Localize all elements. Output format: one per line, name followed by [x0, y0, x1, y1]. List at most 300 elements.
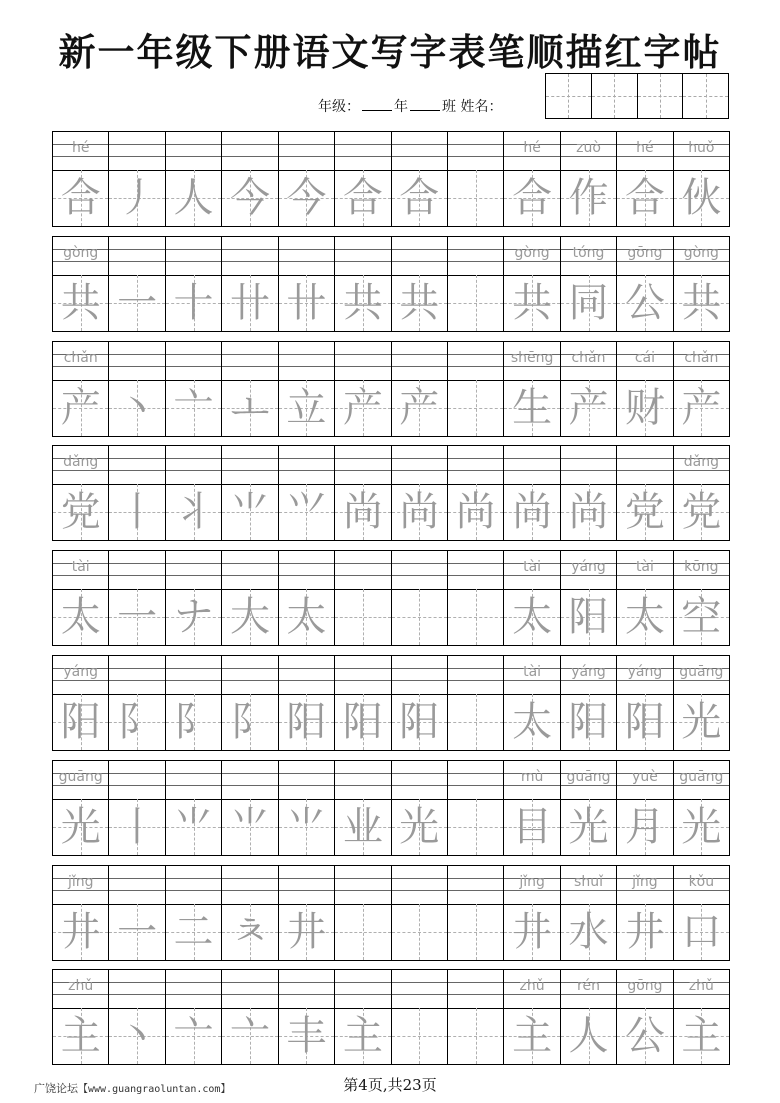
- pinyin-lines: [561, 551, 616, 590]
- practice-cell[interactable]: [166, 132, 222, 226]
- pinyin-lines: [53, 446, 108, 485]
- pinyin-lines: [448, 446, 503, 485]
- practice-cell[interactable]: [674, 446, 729, 540]
- pinyin-lines: [53, 551, 108, 590]
- tian-grid: [561, 589, 616, 645]
- practice-cell[interactable]: [53, 866, 109, 960]
- pinyin-text: mù: [520, 768, 544, 785]
- pinyin-lines: [53, 656, 108, 695]
- practice-cell[interactable]: [561, 446, 617, 540]
- trace-character: 丬: [173, 489, 214, 536]
- trace-character: 井: [60, 908, 101, 955]
- practice-cell[interactable]: [561, 866, 617, 960]
- tian-grid: [504, 1008, 559, 1064]
- practice-cell[interactable]: [279, 132, 335, 226]
- trace-character: ⺍: [286, 489, 327, 536]
- practice-cell[interactable]: [674, 761, 729, 855]
- pinyin-lines: [335, 132, 390, 171]
- tian-grid: [109, 799, 164, 855]
- pinyin-lines: [166, 970, 221, 1009]
- practice-row: [52, 341, 730, 437]
- pinyin-text: jǐng: [67, 873, 94, 890]
- tian-grid: [166, 589, 221, 645]
- pinyin-text: jǐng: [632, 873, 658, 890]
- tian-grid: [335, 589, 390, 645]
- trace-character: 亠: [173, 1013, 214, 1060]
- tian-grid: [279, 1008, 334, 1064]
- tian-grid: [109, 275, 164, 331]
- practice-cell[interactable]: [561, 132, 617, 226]
- pinyin-lines: [561, 132, 616, 171]
- practice-cell[interactable]: [166, 656, 222, 750]
- practice-cell[interactable]: [166, 970, 222, 1064]
- practice-cell[interactable]: [53, 237, 109, 331]
- tian-grid: [504, 275, 559, 331]
- practice-cell[interactable]: [504, 761, 560, 855]
- practice-cell[interactable]: [674, 866, 729, 960]
- practice-cell[interactable]: [279, 970, 335, 1064]
- name-label: 姓名：: [460, 99, 503, 115]
- tian-grid: [335, 170, 390, 226]
- practice-cell[interactable]: [617, 446, 673, 540]
- practice-cell[interactable]: [109, 237, 165, 331]
- tian-grid: [617, 275, 672, 331]
- pinyin-lines: [617, 970, 672, 1009]
- pinyin-lines: [617, 866, 672, 905]
- practice-cell[interactable]: [504, 551, 560, 645]
- practice-cell[interactable]: [53, 551, 109, 645]
- practice-cell[interactable]: [279, 342, 335, 436]
- practice-cell[interactable]: [222, 970, 278, 1064]
- practice-cell[interactable]: [109, 132, 165, 226]
- trace-character: 主: [512, 1013, 553, 1060]
- pinyin-text: gōng: [627, 244, 663, 261]
- tian-grid: [109, 694, 164, 750]
- practice-grid: [52, 131, 730, 1074]
- pinyin-lines: [448, 970, 503, 1009]
- practice-cell[interactable]: [617, 970, 673, 1064]
- trace-character: 阳: [568, 594, 609, 641]
- practice-cell[interactable]: [504, 656, 560, 750]
- practice-cell[interactable]: [335, 132, 391, 226]
- practice-cell[interactable]: [448, 970, 504, 1064]
- pinyin-lines: [448, 551, 503, 590]
- practice-cell[interactable]: [617, 132, 673, 226]
- practice-cell[interactable]: [53, 970, 109, 1064]
- practice-row: [52, 865, 730, 961]
- tian-grid: [279, 799, 334, 855]
- trace-character: 伙: [681, 175, 722, 221]
- tian-grid: [504, 170, 559, 226]
- tian-grid: [504, 589, 559, 645]
- trace-character: ⺌: [229, 489, 270, 536]
- tian-grid: [53, 484, 108, 540]
- trace-character: 光: [399, 803, 440, 850]
- practice-cell[interactable]: [504, 237, 560, 331]
- tian-grid: [279, 380, 334, 436]
- practice-row: [52, 969, 730, 1065]
- tian-grid: [53, 1008, 108, 1064]
- pinyin-lines: [279, 656, 334, 695]
- name-box-cell[interactable]: [546, 74, 592, 118]
- tian-grid: [392, 694, 447, 750]
- practice-cell[interactable]: [53, 656, 109, 750]
- pinyin-text: gōng: [627, 978, 663, 995]
- trace-character: 阳: [568, 698, 609, 745]
- practice-cell[interactable]: [166, 342, 222, 436]
- pinyin-text: gòng: [514, 244, 550, 261]
- practice-cell[interactable]: [222, 761, 278, 855]
- practice-cell[interactable]: [109, 551, 165, 645]
- practice-cell[interactable]: [222, 342, 278, 436]
- trace-character: 丶: [117, 384, 158, 431]
- practice-cell[interactable]: [53, 342, 109, 436]
- practice-cell[interactable]: [335, 551, 391, 645]
- practice-cell[interactable]: [335, 237, 391, 331]
- tian-grid: [617, 170, 672, 226]
- tian-grid: [448, 694, 503, 750]
- pinyin-lines: [222, 970, 277, 1009]
- pinyin-lines: [279, 761, 334, 800]
- tian-grid: [392, 484, 447, 540]
- tian-grid: [504, 380, 559, 436]
- practice-cell[interactable]: [335, 656, 391, 750]
- class-label: 班: [442, 99, 456, 115]
- practice-cell[interactable]: [674, 656, 729, 750]
- practice-cell[interactable]: [561, 342, 617, 436]
- trace-character: 光: [60, 803, 101, 850]
- practice-cell[interactable]: [561, 761, 617, 855]
- practice-cell[interactable]: [392, 761, 448, 855]
- practice-cell[interactable]: [109, 446, 165, 540]
- pinyin-lines: [674, 656, 729, 695]
- tian-grid: [674, 904, 729, 960]
- practice-cell[interactable]: [674, 551, 729, 645]
- practice-cell[interactable]: [392, 656, 448, 750]
- pinyin-lines: [617, 656, 672, 695]
- pinyin-lines: [166, 132, 221, 171]
- pinyin-lines: [166, 656, 221, 695]
- practice-cell[interactable]: [166, 237, 222, 331]
- tian-grid: [166, 1008, 221, 1064]
- trace-character: 党: [624, 489, 665, 536]
- pinyin-lines: [448, 866, 503, 905]
- practice-cell[interactable]: [53, 132, 109, 226]
- practice-cell[interactable]: [448, 866, 504, 960]
- practice-cell[interactable]: [448, 132, 504, 226]
- pinyin-lines: [109, 446, 164, 485]
- tian-grid: [335, 484, 390, 540]
- trace-character: 太: [60, 594, 101, 641]
- pinyin-lines: [561, 237, 616, 276]
- practice-cell[interactable]: [335, 446, 391, 540]
- trace-character: 合: [624, 175, 665, 221]
- practice-cell[interactable]: [448, 237, 504, 331]
- pinyin-text: rén: [577, 978, 600, 995]
- pinyin-text: zuò: [576, 140, 601, 156]
- practice-cell[interactable]: [392, 342, 448, 436]
- practice-cell[interactable]: [392, 866, 448, 960]
- name-writing-box[interactable]: [545, 73, 729, 119]
- pinyin-text: hé: [636, 140, 654, 156]
- tian-grid: [617, 904, 672, 960]
- pinyin-text: shēng: [510, 349, 554, 366]
- pinyin-lines: [674, 132, 729, 171]
- pinyin-text: cái: [634, 349, 656, 366]
- practice-cell[interactable]: [279, 446, 335, 540]
- practice-cell[interactable]: [279, 866, 335, 960]
- pinyin-text: hé: [523, 140, 541, 156]
- pinyin-lines: [392, 970, 447, 1009]
- pinyin-text: yáng: [627, 663, 663, 680]
- tian-grid: [448, 904, 503, 960]
- practice-cell[interactable]: [617, 761, 673, 855]
- pinyin-lines: [504, 970, 559, 1009]
- pinyin-text: yáng: [63, 663, 99, 680]
- tian-grid: [222, 904, 277, 960]
- tian-grid: [109, 1008, 164, 1064]
- pinyin-lines: [222, 446, 277, 485]
- pinyin-text: tóng: [572, 244, 605, 261]
- trace-character: ㅊ: [230, 908, 270, 955]
- practice-cell[interactable]: [279, 656, 335, 750]
- tian-grid: [504, 694, 559, 750]
- trace-character: 卄: [286, 279, 327, 326]
- trace-character: 太: [512, 594, 553, 641]
- trace-character: 财: [624, 384, 665, 431]
- practice-cell[interactable]: [335, 866, 391, 960]
- trace-character: 井: [512, 908, 553, 955]
- tian-grid: [335, 380, 390, 436]
- trace-character: 业: [342, 803, 383, 850]
- practice-cell[interactable]: [109, 761, 165, 855]
- practice-cell[interactable]: [109, 866, 165, 960]
- practice-cell[interactable]: [392, 446, 448, 540]
- practice-cell[interactable]: [561, 237, 617, 331]
- practice-cell[interactable]: [448, 761, 504, 855]
- practice-cell[interactable]: [674, 342, 729, 436]
- practice-cell[interactable]: [504, 446, 560, 540]
- grade-label: 年级：: [318, 99, 360, 115]
- trace-character: 同: [568, 279, 609, 326]
- trace-character: 产: [681, 384, 722, 431]
- trace-character: 立: [286, 384, 327, 431]
- pinyin-text: gòng: [63, 244, 99, 261]
- pinyin-lines: [53, 342, 108, 381]
- practice-cell[interactable]: [222, 446, 278, 540]
- practice-cell[interactable]: [448, 446, 504, 540]
- practice-cell[interactable]: [279, 761, 335, 855]
- tian-grid: [448, 275, 503, 331]
- practice-cell[interactable]: [504, 342, 560, 436]
- pinyin-lines: [109, 342, 164, 381]
- practice-cell[interactable]: [617, 237, 673, 331]
- pinyin-text: huǒ: [688, 140, 715, 156]
- practice-cell[interactable]: [617, 656, 673, 750]
- tian-grid: [674, 484, 729, 540]
- tian-grid: [504, 484, 559, 540]
- practice-cell[interactable]: [335, 761, 391, 855]
- name-box-cell[interactable]: [592, 74, 638, 118]
- practice-row: [52, 760, 730, 856]
- pinyin-lines: [448, 656, 503, 695]
- year-label: 年: [394, 99, 408, 115]
- trace-character: 空: [681, 594, 722, 641]
- pinyin-lines: [561, 970, 616, 1009]
- practice-cell[interactable]: [448, 342, 504, 436]
- practice-cell[interactable]: [222, 656, 278, 750]
- tian-grid: [53, 275, 108, 331]
- practice-cell[interactable]: [504, 970, 560, 1064]
- tian-grid: [674, 589, 729, 645]
- tian-grid: [109, 380, 164, 436]
- pinyin-lines: [279, 866, 334, 905]
- practice-cell[interactable]: [222, 132, 278, 226]
- practice-cell[interactable]: [335, 342, 391, 436]
- trace-character: 产: [342, 384, 383, 431]
- tian-grid: [53, 380, 108, 436]
- tian-grid: [166, 484, 221, 540]
- practice-cell[interactable]: [109, 342, 165, 436]
- pinyin-lines: [109, 761, 164, 800]
- practice-cell[interactable]: [392, 970, 448, 1064]
- practice-cell[interactable]: [448, 656, 504, 750]
- pinyin-lines: [335, 866, 390, 905]
- tian-grid: [222, 694, 277, 750]
- pinyin-lines: [392, 656, 447, 695]
- practice-cell[interactable]: [166, 866, 222, 960]
- trace-character: 太: [286, 594, 327, 641]
- pinyin-lines: [617, 237, 672, 276]
- tian-grid: [617, 380, 672, 436]
- practice-cell[interactable]: [335, 970, 391, 1064]
- practice-cell[interactable]: [392, 551, 448, 645]
- name-box-cell[interactable]: [683, 74, 728, 118]
- trace-character: 产: [60, 384, 101, 431]
- pinyin-text: yuè: [632, 768, 658, 785]
- tian-grid: [109, 589, 164, 645]
- grade-blank[interactable]: [362, 98, 392, 111]
- practice-cell[interactable]: [222, 237, 278, 331]
- pinyin-text: guāng: [566, 768, 611, 785]
- pinyin-text: jǐng: [519, 873, 545, 890]
- pinyin-lines: [53, 866, 108, 905]
- practice-cell[interactable]: [561, 970, 617, 1064]
- trace-character: 光: [681, 698, 722, 745]
- tian-grid: [674, 380, 729, 436]
- trace-character: 井: [286, 908, 327, 955]
- tian-grid: [109, 484, 164, 540]
- pinyin-lines: [109, 866, 164, 905]
- tian-grid: [166, 380, 221, 436]
- practice-cell[interactable]: [279, 237, 335, 331]
- trace-character: 作: [568, 175, 609, 221]
- practice-cell[interactable]: [166, 551, 222, 645]
- practice-cell[interactable]: [222, 866, 278, 960]
- pinyin-lines: [335, 446, 390, 485]
- pinyin-lines: [166, 551, 221, 590]
- pinyin-lines: [617, 551, 672, 590]
- trace-character: 太: [624, 594, 665, 641]
- practice-cell[interactable]: [674, 970, 729, 1064]
- trace-character: 人: [568, 1013, 609, 1060]
- tian-grid: [561, 170, 616, 226]
- practice-cell[interactable]: [109, 970, 165, 1064]
- practice-cell[interactable]: [392, 237, 448, 331]
- pinyin-lines: [674, 237, 729, 276]
- trace-character: 主: [681, 1013, 722, 1060]
- practice-cell[interactable]: [674, 132, 729, 226]
- pinyin-lines: [109, 656, 164, 695]
- pinyin-text: guāng: [679, 768, 724, 785]
- practice-cell[interactable]: [561, 656, 617, 750]
- practice-cell[interactable]: [448, 551, 504, 645]
- tian-grid: [504, 904, 559, 960]
- practice-cell[interactable]: [166, 446, 222, 540]
- pinyin-lines: [561, 866, 616, 905]
- tian-grid: [53, 799, 108, 855]
- pinyin-lines: [504, 761, 559, 800]
- practice-cell[interactable]: [53, 446, 109, 540]
- practice-cell[interactable]: [561, 551, 617, 645]
- practice-cell[interactable]: [279, 551, 335, 645]
- trace-character: 共: [399, 279, 440, 326]
- tian-grid: [448, 380, 503, 436]
- practice-cell[interactable]: [674, 237, 729, 331]
- practice-cell[interactable]: [222, 551, 278, 645]
- trace-character: 口: [681, 908, 722, 955]
- practice-cell[interactable]: [109, 656, 165, 750]
- tian-grid: [53, 589, 108, 645]
- tian-grid: [222, 1008, 277, 1064]
- name-box-cell[interactable]: [638, 74, 684, 118]
- trace-character: 井: [624, 908, 665, 955]
- pinyin-text: yáng: [571, 559, 606, 576]
- pinyin-lines: [335, 237, 390, 276]
- tian-grid: [279, 589, 334, 645]
- practice-cell[interactable]: [53, 761, 109, 855]
- practice-cell[interactable]: [617, 551, 673, 645]
- tian-grid: [561, 694, 616, 750]
- tian-grid: [561, 275, 616, 331]
- trace-character: 大: [229, 594, 270, 641]
- practice-cell[interactable]: [617, 866, 673, 960]
- class-blank[interactable]: [410, 98, 440, 111]
- tian-grid: [166, 694, 221, 750]
- tian-grid: [53, 170, 108, 226]
- pinyin-lines: [448, 237, 503, 276]
- trace-character: 丨: [117, 489, 158, 536]
- practice-cell[interactable]: [617, 342, 673, 436]
- trace-character: 阝: [117, 698, 158, 745]
- trace-character: 阝: [229, 698, 270, 745]
- pinyin-text: dǎng: [63, 454, 99, 471]
- practice-cell[interactable]: [392, 132, 448, 226]
- practice-cell[interactable]: [504, 866, 560, 960]
- tian-grid: [222, 799, 277, 855]
- pinyin-lines: [617, 342, 672, 381]
- trace-character: 十: [173, 279, 214, 326]
- tian-grid: [279, 904, 334, 960]
- tian-grid: [617, 799, 672, 855]
- pinyin-lines: [166, 446, 221, 485]
- practice-cell[interactable]: [166, 761, 222, 855]
- tian-grid: [561, 799, 616, 855]
- pinyin-lines: [279, 237, 334, 276]
- trace-character: 阳: [286, 698, 327, 745]
- practice-cell[interactable]: [504, 132, 560, 226]
- pinyin-text: shuǐ: [574, 873, 603, 890]
